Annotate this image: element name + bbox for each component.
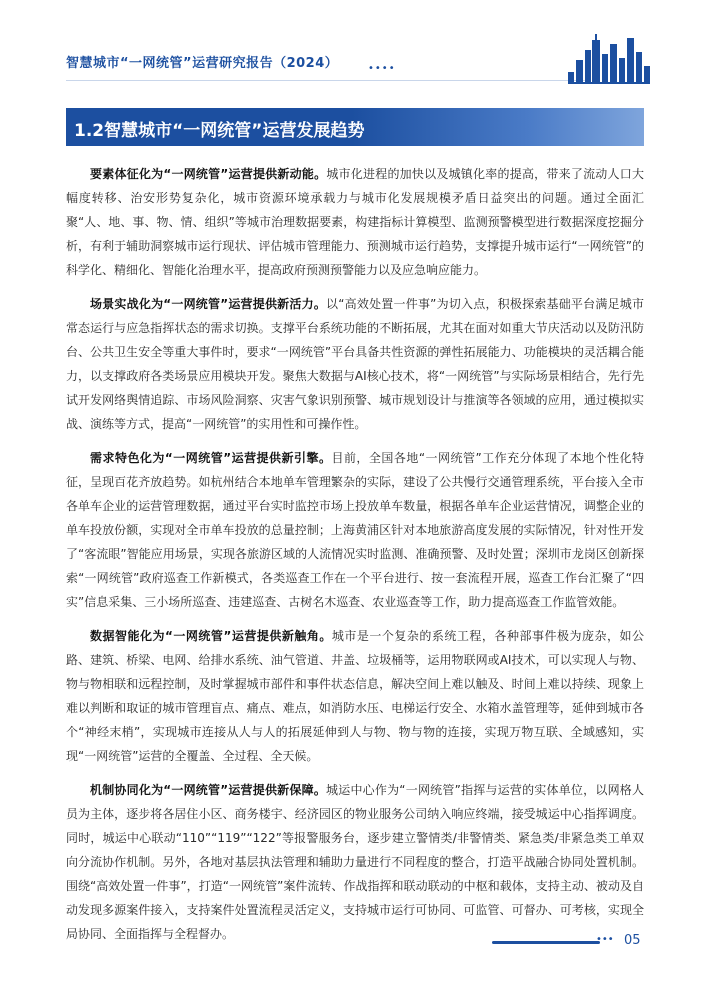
paragraph-lead: 场景实战化为“一网统管”运营提供新活力。 (90, 297, 327, 311)
paragraph-text: 城市化进程的加快以及城镇化率的提高，带来了流动人口大幅度转移、治安形势复杂化，城市资源环境承载力与城市化发展规模矛盾日益突出的问题。通过全面汇聚“人、地、事、物、情、组织”等城市治理数据要素，构建指标计算模型、监测预警模型进行数据深度挖掘分析，有利于辅助洞察城市运行现状、评估城市管理能力、预测城市运行趋势，支撑提升城市运行“一网统管”的科学化、精细化、智能化治理水平，提高政府预测预警能力以及应急响应能力。 (66, 167, 644, 277)
footer-dots: ••• (596, 934, 614, 945)
paragraph (66, 446, 644, 614)
header-title: 智慧城市“一网统管”运营研究报告（2024） (66, 56, 339, 71)
paragraph-lead: 需求特色化为“一网统管”运营提供新引擎。 (90, 451, 332, 465)
paragraph (66, 292, 644, 436)
paragraph-lead: 要素体征化为“一网统管”运营提供新动能。 (90, 167, 327, 181)
paragraph-text: 以“高效处置一件事”为切入点，积极探索基础平台满足城市常态运行与应急指挥状态的需求切换。支撑平台系统功能的不断拓展，尤其在面对如重大节庆活动以及防汛防台、公共卫生安全等重大事件时，要求“一网统管”平台具备共性资源的弹性拓展能力、功能模块的灵活耦合能力，以支撑政府各类场景应用模块开发。聚焦大数据与AI核心技术，将“一网统管”与实际场景相结合，先行先试开发网络舆情追踪、市场风险洞察、灾害气象识别预警、城市规划设计与推演等各领域的应用，通过模拟实战、演练等方式，提高“一网统管”的实用性和可操作性。 (66, 297, 644, 431)
header-dots: •••• (368, 63, 396, 74)
city-skyline-icon (568, 32, 650, 84)
paragraph-text: 城运中心作为“一网统管”指挥与运营的实体单位，以网格人员为主体，逐步将各居住小区、商务楼宇、经济园区的物业服务公司纳入响应终端，接受城运中心指挥调度。同时，城运中心联动“110”“119”“122”等报警服务台，逐步建立警情类/非警情类、紧急类/非紧急类工单双向分流协作机制。另外，各地对基层执法管理和辅助力量进行不同程度的整合，打造平战融合协同处置机制。围绕“高效处置一件事”，打造“一网统管”案件流转、作战指挥和联动联动的中枢和载体，支持主动、被动及自动发现多源案件接入，支持案件处置流程灵活定义，支持城市运行可协同、可监管、可督办、可考核，实现全局协同、全面指挥与全程督办。 (66, 783, 644, 941)
page-number: 05 (624, 933, 641, 948)
header-divider (66, 80, 585, 81)
paragraph (66, 624, 644, 768)
footer-line (492, 941, 600, 944)
paragraph-lead: 机制协同化为“一网统管”运营提供新保障。 (90, 783, 327, 797)
paragraph-lead: 数据智能化为“一网统管”运营提供新触角。 (90, 629, 332, 643)
body-content (66, 162, 644, 956)
paragraph-text: 目前，全国各地“一网统管”工作充分体现了本地个性化特征，呈现百花齐放趋势。如杭州结合本地单车管理繁杂的实际，建设了公共慢行交通管理系统，平台接入全市各单车企业的运营管理数据，通过平台实时监控市场上投放单车数量，根据各单车企业运营情况，调整企业的单车投放份额，实现对全市单车投放的总量控制；上海黄浦区针对本地旅游高度发展的实际情况，针对性开发了“客流眼”智能应用场景，实现各旅游区域的人流情况实时监测、准确预警、及时处置；深圳市龙岗区创新探索“一网统管”政府巡查工作新模式，各类巡查工作在一个平台进行、按一套流程开展，巡查工作台汇聚了“四实”信息采集、三小场所巡查、违建巡查、古树名木巡查、农业巡查等工作，助力提高巡查工作监管效能。 (66, 451, 645, 609)
paragraph (66, 162, 644, 282)
paragraph-text: 城市是一个复杂的系统工程，各种部事件极为庞杂，如公路、建筑、桥梁、电网、给排水系统、油气管道、井盖、垃圾桶等，运用物联网或AI技术，可以实现人与物、物与物相联和远程控制，及时掌握城市部件和事件状态信息，解决空间上难以触及、时间上难以持续、现象上难以判断和取证的城市管理盲点、痛点、难点，如消防水压、电梯运行安全、水箱水盖管理等，延伸到城市各个“神经末梢”，实现城市连接从人与人的拓展延伸到人与物、物与物的连接，实现万物互联、全域感知，实现“一网统管”运营的全覆盖、全过程、全天候。 (66, 629, 644, 763)
paragraph (66, 778, 644, 946)
section-header-accent (352, 108, 644, 146)
section-title: 1.2智慧城市“一网统管”运营发展趋势 (74, 121, 365, 141)
